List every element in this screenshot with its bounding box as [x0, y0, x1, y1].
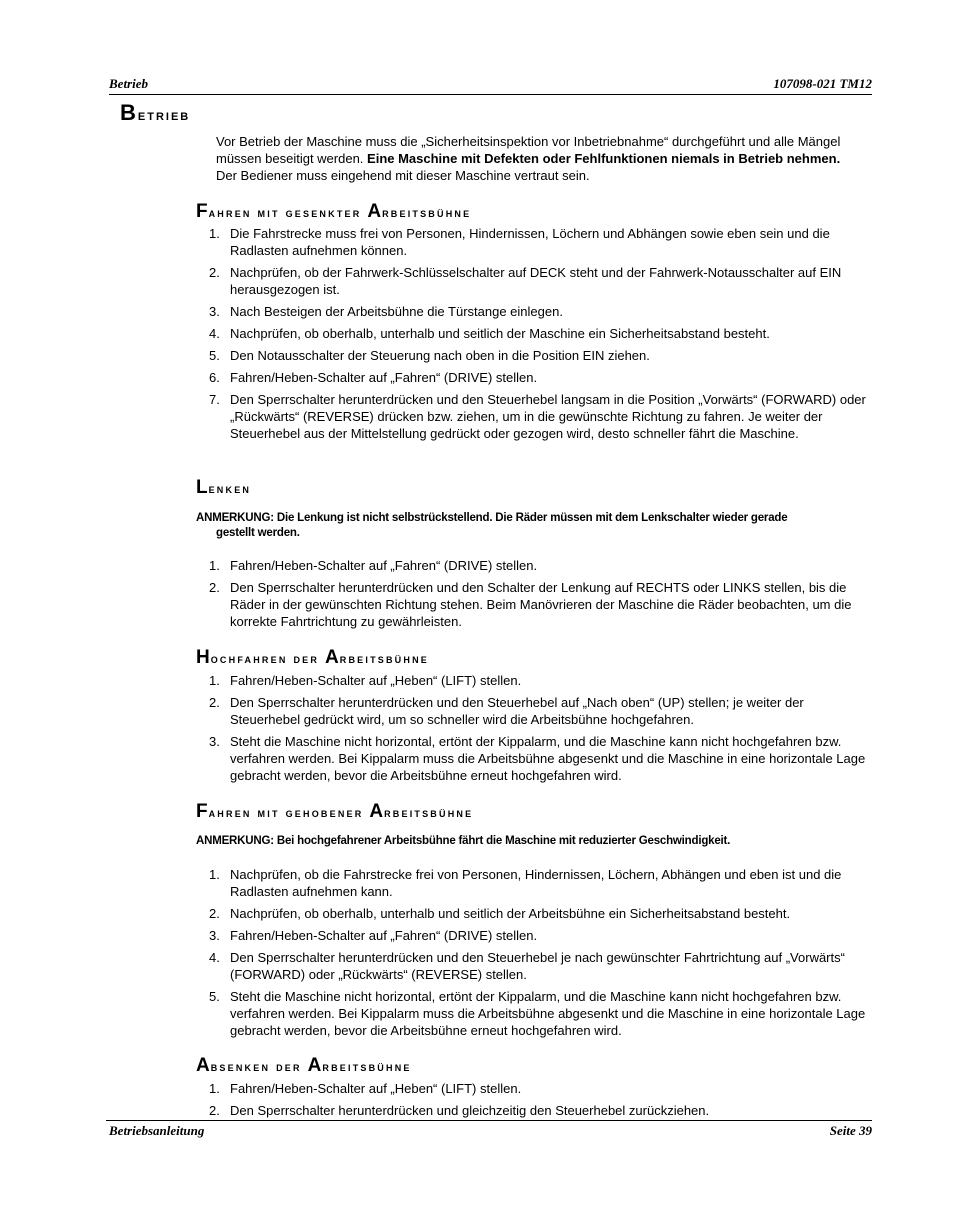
section-heading-steering [196, 477, 251, 499]
step-text: Nachprüfen, ob die Fahrstrecke frei von Personen, Hindernissen, Löchern, Abhängen und eben ist und die Radlasten aufnehmen kann. [230, 867, 842, 899]
step-item [207, 733, 869, 784]
heading-initial: A [196, 1055, 211, 1076]
heading-initial: A [369, 801, 385, 822]
step-text: Fahren/Heben-Schalter auf „Fahren“ (DRIVE) stellen. [230, 928, 538, 943]
step-item [207, 325, 869, 342]
step-item [207, 927, 869, 944]
page-number: Seite 39 [829, 1123, 872, 1138]
heading-text: enken [208, 481, 252, 496]
steps-raise-platform [207, 672, 869, 789]
step-item [207, 949, 869, 983]
heading-initial: A [325, 647, 340, 668]
step-number: 4. [209, 326, 220, 341]
step-text: Steht die Maschine nicht horizontal, ertönt der Kippalarm, und die Maschine kann nicht hochgefahren bzw. verfahren werden. Bei Kippalarm muss die Arbeitsbühne abgesenkt und die Maschine in eine horizontale Lage gebracht werden, bevor die Arbeitsbühne erneut hochgefahren wird. [230, 734, 866, 783]
section-heading-drive-raised [196, 801, 473, 823]
heading-text: rbeitsbühne [322, 1059, 412, 1074]
step-item [207, 557, 869, 574]
steps-drive-lowered [207, 225, 869, 447]
heading-text: rbeitsbühne [339, 651, 429, 666]
intro-text-1: Vor Betrieb der Maschine muss die „Sicherheitsinspektion vor Inbetriebnahme“ durchgeführt und alle Mängel müssen beseitigt werden. [216, 134, 841, 166]
heading-initial: F [196, 801, 209, 822]
title-rest: etrieb [137, 107, 191, 124]
step-text: Den Sperrschalter herunterdrücken und gleichzeitig den Steuerhebel zurückziehen. [230, 1103, 710, 1118]
note-label: ANMERKUNG: [196, 512, 274, 524]
step-text: Steht die Maschine nicht horizontal, ertönt der Kippalarm, und die Maschine kann nicht hochgefahren bzw. verfahren werden. Bei Kippalarm muss die Arbeitsbühne abgesenkt und die Maschine in eine horizontale Lage gebracht werden, bevor die Arbeitsbühne erneut hochgefahren wird. [230, 989, 866, 1038]
heading-initial: L [196, 477, 209, 498]
step-text: Den Notausschalter der Steuerung nach oben in die Position EIN ziehen. [230, 348, 650, 363]
page-title [120, 100, 190, 126]
header-document-number: 107098-021 TM12 [773, 76, 872, 91]
step-item [207, 866, 869, 900]
running-header [109, 76, 872, 95]
step-text: Den Sperrschalter herunterdrücken und den Steuerhebel auf „Nach oben“ (UP) stellen; je weiter der Steuerhebel gedrückt wird, um so schneller wird die Arbeitsbühne hochgefahren. [230, 695, 804, 727]
step-number: 3. [209, 734, 220, 749]
section-heading-drive-lowered [196, 201, 471, 223]
header-section-name: Betrieb [109, 76, 148, 91]
step-item [207, 694, 869, 728]
section-heading-lower-platform [196, 1055, 412, 1077]
step-item [207, 225, 869, 259]
step-number: 3. [209, 304, 220, 319]
heading-text: ahren mit gehobener [208, 805, 370, 820]
step-item [207, 369, 869, 386]
note-text: Die Lenkung ist nicht selbstrückstellend. Die Räder müssen mit dem Lenkschalter wieder gerade [273, 512, 788, 524]
step-number: 5. [209, 989, 220, 1004]
intro-paragraph [216, 133, 856, 184]
step-number: 2. [209, 265, 220, 280]
note-steering [196, 511, 836, 541]
step-number: 2. [209, 1103, 220, 1118]
steps-drive-raised [207, 866, 869, 1044]
note-text: Bei hochgefahrener Arbeitsbühne fährt die Maschine mit reduzierter Geschwindigkeit. [273, 835, 731, 847]
step-text: Nach Besteigen der Arbeitsbühne die Türstange einlegen. [230, 304, 563, 319]
steps-steering [207, 557, 869, 635]
title-initial: B [120, 100, 138, 125]
step-item [207, 579, 869, 630]
step-number: 2. [209, 580, 220, 595]
heading-text: bsenken der [210, 1059, 308, 1074]
heading-initial: A [307, 1055, 323, 1076]
heading-text: ochfahren der [210, 651, 326, 666]
step-text: Nachprüfen, ob oberhalb, unterhalb und seitlich der Arbeitsbühne ein Sicherheitsabstand besteht. [230, 906, 791, 921]
step-text: Den Sperrschalter herunterdrücken und den Schalter der Lenkung auf RECHTS oder LINKS stellen, bis die Räder in der gewünschten Richtung stehen. Beim Manövrieren der Maschine die Räder beobachten, um die korrekte Fahrtrichtung zu gewährleisten. [230, 580, 852, 629]
step-number: 1. [209, 673, 220, 688]
step-item [207, 264, 869, 298]
step-number: 1. [209, 867, 220, 882]
step-number: 1. [209, 558, 220, 573]
intro-text-2: Der Bediener muss eingehend mit dieser Maschine vertraut sein. [216, 168, 590, 183]
step-number: 6. [209, 370, 220, 385]
note-label: ANMERKUNG: [196, 835, 274, 847]
step-item [207, 988, 869, 1039]
step-text: Fahren/Heben-Schalter auf „Heben“ (LIFT) stellen. [230, 1081, 522, 1096]
heading-text: rbeitsbühne [382, 205, 472, 220]
step-number: 4. [209, 950, 220, 965]
step-item [207, 1080, 869, 1097]
steps-lower-platform [207, 1080, 869, 1124]
step-text: Fahren/Heben-Schalter auf „Heben“ (LIFT) stellen. [230, 673, 522, 688]
step-text: Fahren/Heben-Schalter auf „Fahren“ (DRIVE) stellen. [230, 558, 538, 573]
step-number: 1. [209, 1081, 220, 1096]
step-number: 7. [209, 392, 220, 407]
step-item [207, 672, 869, 689]
step-number: 3. [209, 928, 220, 943]
step-text: Die Fahrstrecke muss frei von Personen, Hindernissen, Löchern und Abhängen sowie eben sein und die Radlasten aufnehmen können. [230, 226, 830, 258]
note-text-continued: gestellt werden. [216, 527, 300, 539]
step-number: 5. [209, 348, 220, 363]
step-number: 2. [209, 695, 220, 710]
step-text: Den Sperrschalter herunterdrücken und den Steuerhebel je nach gewünschter Fahrtrichtung auf „Vorwärts“ (FORWARD) oder „Rückwärts“ (REVERSE) stellen. [230, 950, 845, 982]
heading-initial: F [196, 201, 209, 222]
step-text: Nachprüfen, ob der Fahrwerk-Schlüsselschalter auf DECK steht und der Fahrwerk-Notausschalter auf EIN herausgezogen ist. [230, 265, 842, 297]
step-item [207, 391, 869, 442]
step-text: Den Sperrschalter herunterdrücken und den Steuerhebel langsam in die Position „Vorwärts“ (FORWARD) oder „Rückwärts“ (REVERSE) drücken bzw. ziehen, um in die gewünschte Richtung zu fahren. Je weiter der Steuerhebel aus der Mittelstellung gedrückt oder gezogen wird, desto schneller fährt die Maschine. [230, 392, 866, 441]
heading-initial: H [196, 647, 211, 668]
step-item [207, 905, 869, 922]
step-number: 2. [209, 906, 220, 921]
heading-text: ahren mit gesenkter [208, 205, 368, 220]
step-item [207, 347, 869, 364]
step-text: Fahren/Heben-Schalter auf „Fahren“ (DRIVE) stellen. [230, 370, 538, 385]
section-heading-raise-platform [196, 647, 429, 669]
footer-document-name: Betriebsanleitung [109, 1123, 205, 1138]
note-drive-raised [196, 834, 836, 849]
intro-warning: Eine Maschine mit Defekten oder Fehlfunktionen niemals in Betrieb nehmen. [367, 151, 841, 166]
running-footer [106, 1120, 872, 1141]
step-text: Nachprüfen, ob oberhalb, unterhalb und seitlich der Maschine ein Sicherheitsabstand besteht. [230, 326, 770, 341]
step-number: 1. [209, 226, 220, 241]
heading-initial: A [367, 201, 383, 222]
step-item [207, 1102, 869, 1119]
step-item [207, 303, 869, 320]
heading-text: rbeitsbühne [384, 805, 474, 820]
